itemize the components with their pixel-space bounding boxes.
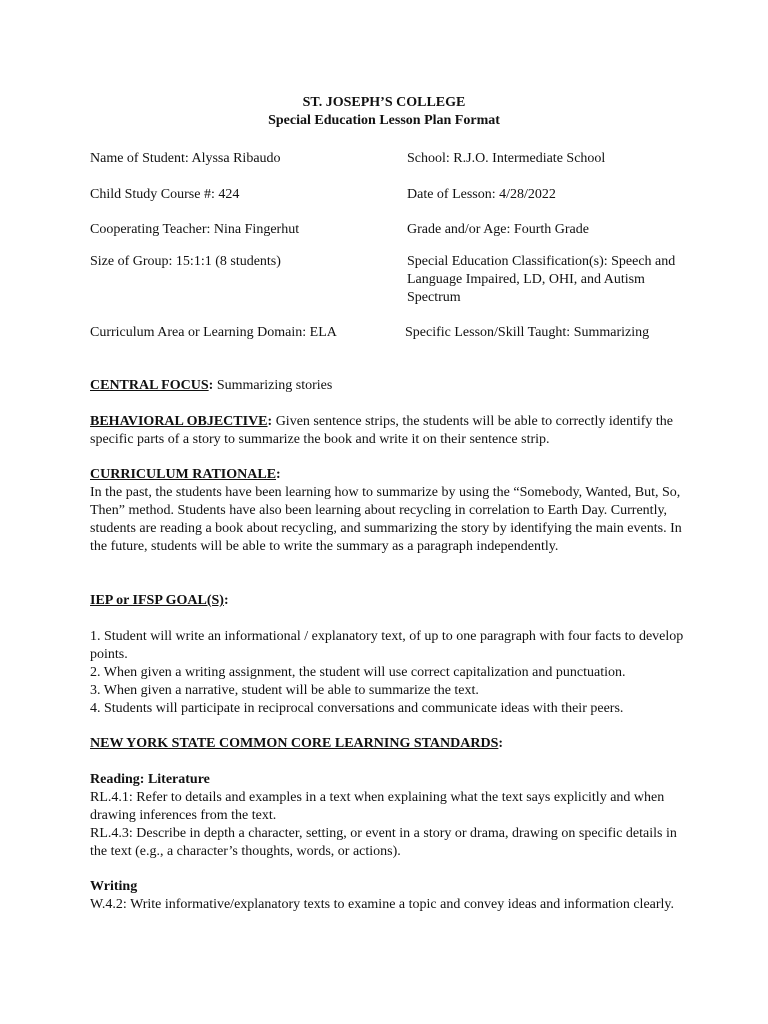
reading-standard-item: RL.4.3: Describe in depth a character, setting, or event in a story or drama, drawing on specific details in the text (e.g., a character’s thoughts, words, or actions). xyxy=(90,826,677,859)
lesson-plan-format-title: Special Education Lesson Plan Format xyxy=(268,113,500,128)
behavioral-objective-text: Given sentence strips, the students will be able to correctly identify the specific parts of a story to summarize the book and write it on their sentence strip. xyxy=(90,414,674,447)
iep-goal-item: 1. Student will write an informational / explanatory text, of up to one paragraph with four facts to develop points. xyxy=(90,629,684,662)
curriculum-rationale-text: In the past, the students have been learning how to summarize by using the “Somebody, Wanted, But, So, Then” method. Students have also been learning about recycling in correlation to Earth Day. Currently, students are reading a book about recycling, and summarizing the story by identifying the main events. In the future, students will be able to write the summary as a paragraph independently. xyxy=(90,485,682,554)
writing-section xyxy=(90,878,690,914)
reading-literature-section xyxy=(90,771,690,861)
central-focus-heading: CENTRAL FOCUS xyxy=(90,378,209,393)
iep-goal-item: 2. When given a writing assignment, the student will use correct capitalization and punctuation. xyxy=(90,665,626,680)
iep-goals-heading-block xyxy=(90,592,690,610)
reading-literature-heading: Reading: Literature xyxy=(90,772,210,787)
school-field: School: R.J.O. Intermediate School xyxy=(407,151,606,166)
grade-field: Grade and/or Age: Fourth Grade xyxy=(407,222,589,237)
standards-heading-block xyxy=(90,735,690,753)
iep-goals-colon: : xyxy=(223,593,229,608)
classification-field: Special Education Classification(s): Speech and Language Impaired, LD, OHI, and Autism Spectrum xyxy=(407,254,676,305)
behavioral-objective-heading: BEHAVIORAL OBJECTIVE xyxy=(90,414,268,429)
curriculum-rationale-section xyxy=(90,466,690,556)
lesson-date-field: Date of Lesson: 4/28/2022 xyxy=(407,187,556,202)
central-focus-text: Summarizing stories xyxy=(213,378,333,393)
curriculum-rationale-colon: : xyxy=(276,467,281,482)
cooperating-teacher-field: Cooperating Teacher: Nina Fingerhut xyxy=(90,222,300,237)
writing-heading: Writing xyxy=(90,879,138,894)
course-field: Child Study Course #: 424 xyxy=(90,187,240,202)
curriculum-area-field: Curriculum Area or Learning Domain: ELA xyxy=(90,325,337,340)
college-title: ST. JOSEPH’S COLLEGE xyxy=(302,95,466,110)
writing-standard-item: W.4.2: Write informative/explanatory texts to examine a topic and convey ideas and information clearly. xyxy=(90,897,675,912)
student-name-field: Name of Student: Alyssa Ribaudo xyxy=(90,151,281,166)
central-focus-section xyxy=(90,377,690,395)
behavioral-objective-colon: : xyxy=(267,414,273,429)
iep-goal-item: 3. When given a narrative, student will be able to summarize the text. xyxy=(90,683,479,698)
group-size-field: Size of Group: 15:1:1 (8 students) xyxy=(90,254,281,269)
standards-colon: : xyxy=(498,736,504,751)
iep-goals-heading: IEP or IFSP GOAL(S) xyxy=(90,593,224,608)
central-focus-colon: : xyxy=(208,378,214,393)
iep-goals-list xyxy=(90,628,690,718)
behavioral-objective-section xyxy=(90,413,690,449)
standards-heading: NEW YORK STATE COMMON CORE LEARNING STANDARDS xyxy=(90,736,499,751)
reading-standard-item: RL.4.1: Refer to details and examples in a text when explaining what the text says explicitly and when drawing inferences from the text. xyxy=(90,790,665,823)
curriculum-rationale-heading: CURRICULUM RATIONALE xyxy=(90,467,277,482)
skill-taught-field: Specific Lesson/Skill Taught: Summarizing xyxy=(405,325,650,340)
iep-goal-item: 4. Students will participate in reciprocal conversations and communicate ideas with their peers. xyxy=(90,701,624,716)
